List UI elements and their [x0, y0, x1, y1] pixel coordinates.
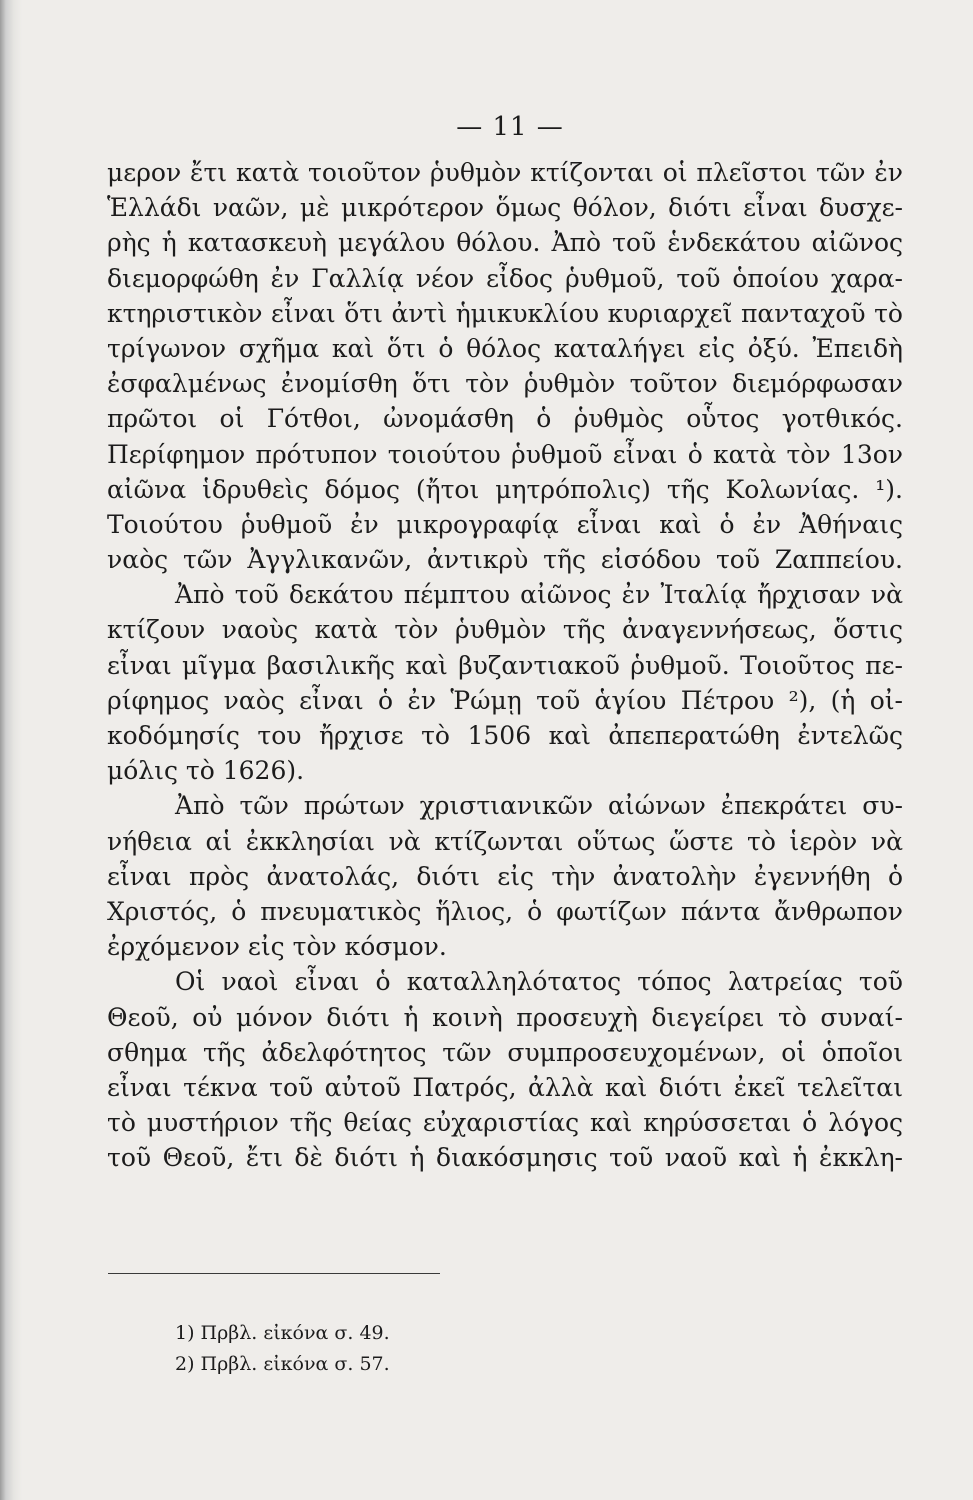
text-line: κοδόμησίς του ἤρχισε τὸ 1506 καὶ ἀπεπερατώθη ἐντελῶς: [107, 721, 903, 750]
text-line: Ἀπὸ τῶν πρώτων χριστιανικῶν αἰώνων ἐπεκράτει συ-: [175, 791, 903, 821]
body-text: [107, 155, 903, 1175]
page-edge-shadow: [0, 0, 22, 1500]
text-line: αἰῶνα ἱδρυθεὶς δόμος (ἤτοι μητρόπολις) τῆς Κολωνίας. ¹).: [107, 474, 903, 504]
text-line: σθημα τῆς ἀδελφότητος τῶν συμπροσευχομένων, οἱ ὁποῖοι: [107, 1037, 903, 1067]
text-line: Ἀπὸ τοῦ δεκάτου πέμπτου αἰῶνος ἐν Ἰταλίᾳ ἤρχισαν νὰ: [175, 580, 903, 610]
text-line: Χριστός, ὁ πνευματικὸς ἥλιος, ὁ φωτίζων πάντα ἄνθρωπον: [107, 896, 903, 926]
text-line: Θεοῦ, οὐ μόνον διότι ἡ κοινὴ προσευχὴ διεγείρει τὸ συναί-: [107, 1002, 903, 1032]
text-line: κτίζουν ναοὺς κατὰ τὸν ῥυθμὸν τῆς ἀναγεννήσεως, ὅστις: [107, 615, 903, 645]
text-line: Ἑλλάδι ναῶν, μὲ μικρότερον ὅμως θόλον, διότι εἶναι δυσχε-: [107, 193, 903, 223]
text-line: μερον ἔτι κατὰ τοιοῦτον ῥυθμὸν κτίζονται οἱ πλεῖστοι τῶν ἐν: [107, 158, 903, 187]
text-line: Περίφημον πρότυπον τοιούτου ῥυθμοῦ εἶναι ὁ κατὰ τὸν 13ον: [107, 439, 903, 469]
footnotes: [175, 1318, 390, 1380]
text-line: εἶναι μῖγμα βασιλικῆς καὶ βυζαντιακοῦ ῥυθμοῦ. Τοιοῦτος πε-: [107, 650, 903, 680]
footnote-rule: [108, 1273, 440, 1274]
text-line: εἶναι πρὸς ἀνατολάς, διότι εἰς τὴν ἀνατολὴν ἐγεννήθη ὁ: [107, 861, 903, 891]
footnote: 2) Πρβλ. εἰκόνα σ. 57.: [175, 1353, 390, 1375]
text-line: κτηριστικὸν εἶναι ὅτι ἀντὶ ἡμικυκλίου κυριαρχεῖ πανταχοῦ τὸ: [107, 298, 903, 328]
text-line: εἶναι τέκνα τοῦ αὐτοῦ Πατρός, ἀλλὰ καὶ διότι ἐκεῖ τελεῖται: [107, 1072, 903, 1102]
footnote: 1) Πρβλ. εἰκόνα σ. 49.: [175, 1322, 390, 1344]
text-line: διεμορφώθη ἐν Γαλλίᾳ νέον εἶδος ῥυθμοῦ, τοῦ ὁποίου χαρα-: [107, 263, 903, 293]
text-line: ρίφημος ναὸς εἶναι ὁ ἐν Ῥώμῃ τοῦ ἁγίου Πέτρου ²), (ἡ οἰ-: [107, 685, 903, 715]
text-line: πρῶτοι οἱ Γότθοι, ὠνομάσθη ὁ ῥυθμὸς οὗτος γοτθικός.: [107, 404, 903, 434]
text-line: Τοιούτου ῥυθμοῦ ἐν μικρογραφίᾳ εἶναι καὶ ὁ ἐν Ἀθήναις: [107, 509, 903, 539]
text-line: τρίγωνον σχῆμα καὶ ὅτι ὁ θόλος καταλήγει εἰς ὀξύ. Ἐπειδὴ: [107, 333, 903, 363]
text-line: Οἱ ναοὶ εἶναι ὁ καταλληλότατος τόπος λατρείας τοῦ: [175, 967, 903, 997]
text-line: ἐσφαλμένως ἐνομίσθη ὅτι τὸν ῥυθμὸν τοῦτον διεμόρφωσαν: [107, 369, 903, 399]
text-line: ναὸς τῶν Ἀγγλικανῶν, ἀντικρὺ τῆς εἰσόδου τοῦ Ζαππείου.: [107, 545, 903, 575]
text-line: ἐρχόμενον εἰς τὸν κόσμον.: [107, 932, 447, 962]
text-line: μόλις τὸ 1626).: [107, 756, 305, 786]
text-line: ρὴς ἡ κατασκευὴ μεγάλου θόλου. Ἀπὸ τοῦ ἑνδεκάτου αἰῶνος: [107, 228, 903, 258]
text-line: νήθεια αἱ ἐκκλησίαι νὰ κτίζωνται οὕτως ὥστε τὸ ἱερὸν νὰ: [107, 826, 903, 856]
text-line: τοῦ Θεοῦ, ἔτι δὲ διότι ἡ διακόσμησις τοῦ ναοῦ καὶ ἡ ἐκκλη-: [107, 1143, 903, 1173]
text-line: τὸ μυστήριον τῆς θείας εὐχαριστίας καὶ κηρύσσεται ὁ λόγος: [107, 1108, 903, 1138]
page-number: — 11 —: [456, 112, 564, 142]
